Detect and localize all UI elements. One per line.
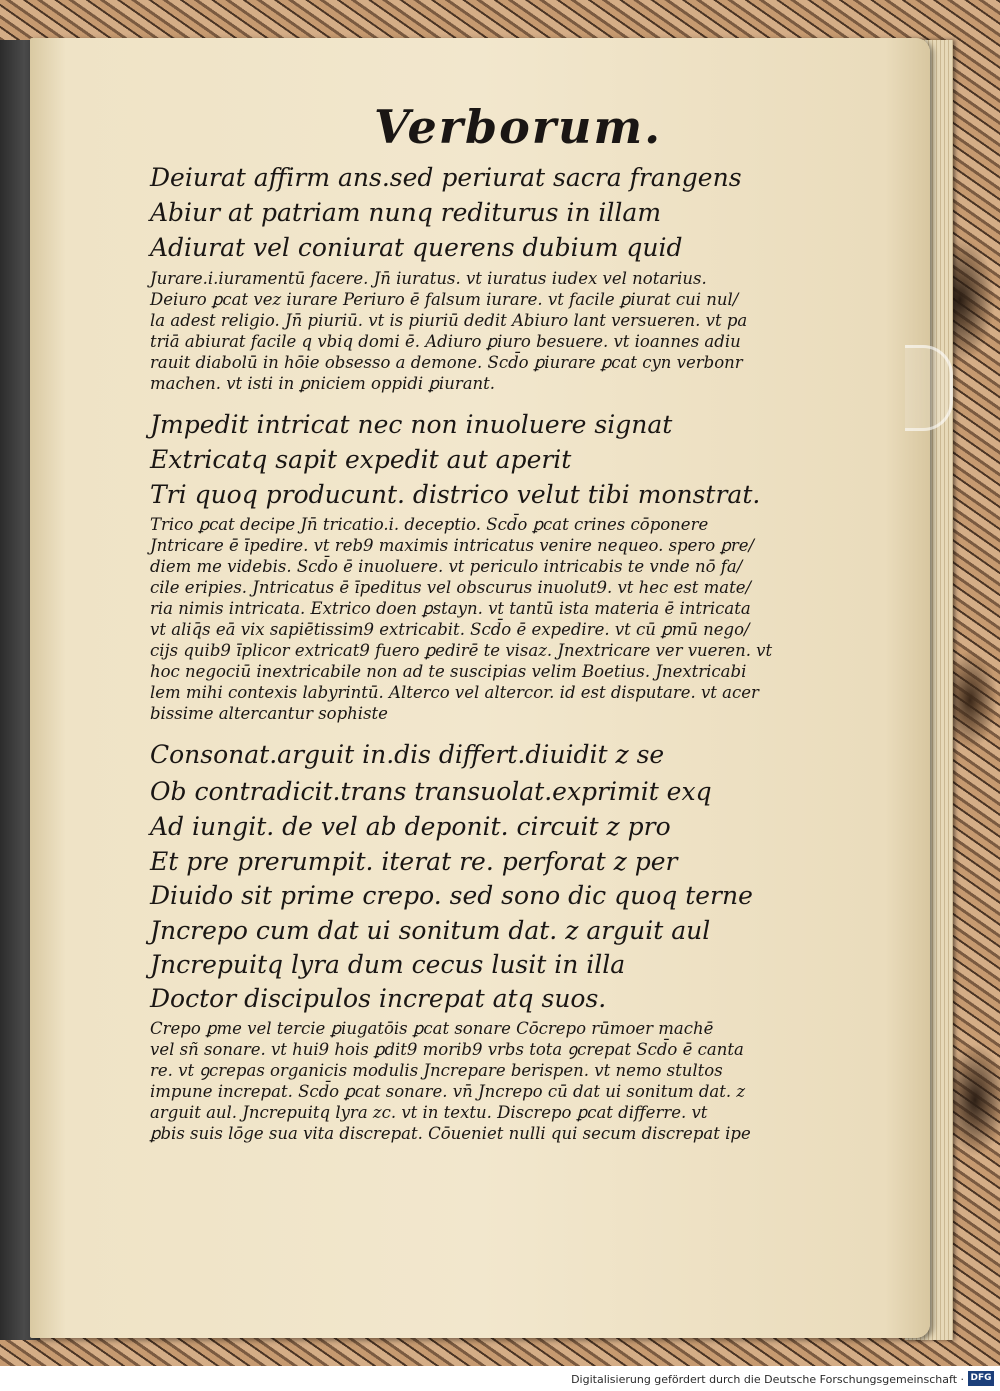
commentary-block <box>150 268 747 394</box>
commentary-line: triā abiurat facile q vbiq domi ē. Adiuro ꝑiuro besuere. vt ioannes adiu <box>150 332 741 351</box>
commentary-line: vel sñ sonare. vt hui9 hois ꝑdit9 morib9 vrbs tota ꝯcrepat Scd̄o ē canta <box>150 1040 744 1059</box>
commentary-line: hoc negociū inextricabile non ad te suscipias velim Boetius. Jnextricabi <box>150 662 747 681</box>
commentary-line: Jntricare ē īpedire. vt reb9 maximis intricatus venire nequeo. spero ꝑre/ <box>150 536 755 555</box>
funding-credit: Digitalisierung gefördert durch die Deutsche Forschungsgemeinschaft · <box>571 1373 964 1386</box>
commentary-line: Deiuro ꝑcat vez iurare Periuro ē falsum iurare. vt facile ꝑiurat cui nul/ <box>150 290 739 309</box>
commentary-block <box>150 514 772 724</box>
commentary-block <box>150 1018 751 1144</box>
verse-line: Jncrepo cum dat ui sonitum dat. z arguit aul <box>150 916 711 945</box>
commentary-line: ria nimis intricata. Extrico doen ꝑstayn. vt tantū ista materia ē intricata <box>150 599 751 618</box>
commentary-line: Trico ꝑcat decipe Jn̄ tricatio.i. deceptio. Scd̄o ꝑcat crines cōponere <box>150 515 709 534</box>
verse-line: Tri quoq producunt. districo velut tibi monstrat. <box>150 480 761 509</box>
page-heading: Verborum. <box>374 100 663 154</box>
page-clip <box>905 345 953 431</box>
commentary-line: impune increpat. Scd̄o ꝑcat sonare. vn̄ Jncrepo cū dat ui sonitum dat. z <box>150 1082 746 1101</box>
verse-line: Extricatq sapit expedit aut aperit <box>150 445 572 474</box>
verse-line: Ob contradicit.trans transuolat.exprimit exq <box>150 777 712 806</box>
verse-line: Ad iungit. de vel ab deponit. circuit z pro <box>150 812 671 841</box>
commentary-line: la adest religio. Jn̄ piuriū. vt is piuriū dedit Abiuro lant versueren. vt pa <box>150 311 748 330</box>
commentary-line: diem me videbis. Scd̄o ē inuoluere. vt periculo intricabis te vnde nō fa/ <box>150 557 743 576</box>
verse-line: Et pre prerumpit. iterat re. perforat z per <box>150 847 678 876</box>
dfg-logo-icon: DFG <box>968 1371 994 1386</box>
commentary-line: bissime altercantur sophiste <box>150 704 388 723</box>
verse-line: Consonat.arguit in.dis differt.diuidit z se <box>150 740 665 769</box>
verse-line: Doctor discipulos increpat atq suos. <box>150 984 607 1013</box>
commentary-line: cile eripies. Jntricatus ē īpeditus vel obscurus inuolut9. vt hec est mate/ <box>150 578 752 597</box>
commentary-line: Crepo ꝑme vel tercie ꝑiugatōis ꝑcat sonare Cōcrepo rūmoer machē <box>150 1019 714 1038</box>
commentary-line: vt aliq̄s eā vix sapiētissim9 extricabit. Scd̄o ē expedire. vt cū ꝑmū nego/ <box>150 620 750 639</box>
commentary-line: lem mihi contexis labyrintū. Alterco vel altercor. id est disputare. vt acer <box>150 683 759 702</box>
commentary-line: re. vt ꝯcrepas organicis modulis Jncrepare berispen. vt nemo stultos <box>150 1061 723 1080</box>
commentary-line: arguit aul. Jncrepuitq lyra zc. vt in textu. Discrepo ꝑcat differre. vt <box>150 1103 708 1122</box>
commentary-line: ꝑbis suis lōge sua vita discrepat. Cōueniet nulli qui secum discrepat ipe <box>150 1124 751 1143</box>
commentary-line: machen. vt isti in ꝑniciem oppidi ꝑiurant. <box>150 374 496 393</box>
verse-line: Adiurat vel coniurat querens dubium quid <box>150 233 683 262</box>
verse-line: Deiurat affirm ans.sed periurat sacra frangens <box>150 163 742 192</box>
verse-line: Diuido sit prime crepo. sed sono dic quoq terne <box>150 881 753 910</box>
verse-line: Jncrepuitq lyra dum cecus lusit in illa <box>150 950 626 979</box>
commentary-line: cijs quib9 īplicor extricat9 fuero ꝑedirē te visaz. Jnextricare ver vueren. vt <box>150 641 773 660</box>
verse-line: Jmpedit intricat nec non inuoluere signat <box>150 410 673 439</box>
commentary-line: Jurare.i.iuramentū facere. Jn̄ iuratus. vt iuratus iudex vel notarius. <box>150 269 707 288</box>
commentary-line: rauit diabolū in hōie obsesso a demone. Scd̄o ꝑiurare ꝑcat cyn verbonr <box>150 353 743 372</box>
verse-line: Abiur at patriam nunq rediturus in illam <box>150 198 662 227</box>
